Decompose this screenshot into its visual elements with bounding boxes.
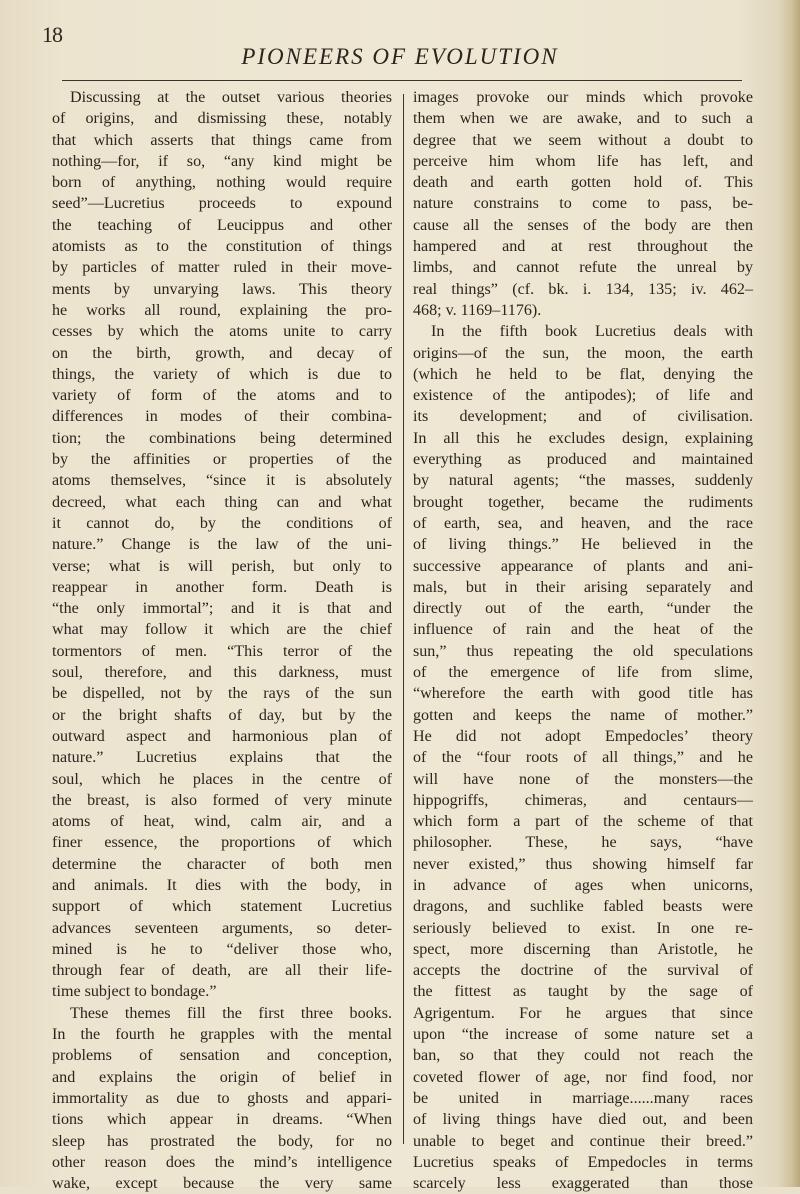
- text-line: problems of sensation and conception,: [52, 1047, 392, 1065]
- text-line: which form a part of the scheme of that: [413, 813, 753, 831]
- text-line: existence of the antipodes); of life and: [413, 387, 753, 405]
- text-line: mals, but in their arising separately and: [413, 578, 753, 596]
- text-line: In the fifth book Lucretius deals with: [431, 323, 753, 341]
- text-line: on the birth, growth, and decay of: [52, 344, 392, 362]
- text-line: be dispelled, not by the rays of the sun: [52, 685, 392, 703]
- page-number: 18: [42, 22, 62, 47]
- text-line: tions which appear in dreams. “When: [52, 1111, 392, 1129]
- text-line: them when we are awake, and to such a: [413, 110, 753, 128]
- text-line: of living things have died out, and been: [413, 1111, 753, 1129]
- left-column: [52, 87, 392, 1194]
- text-line: sun,” thus repeating the old speculations: [413, 642, 753, 660]
- text-line: determine the character of both men: [52, 855, 392, 873]
- text-line: of living things.” He believed in the: [413, 536, 753, 554]
- text-line: successive appearance of plants and ani-: [413, 557, 753, 575]
- text-line: nature constrains to come to pass, be-: [413, 195, 753, 213]
- text-line: by natural agents; “the masses, suddenly: [413, 472, 753, 490]
- text-line: perceive him whom life has left, and: [413, 152, 753, 170]
- text-line: in advance of ages when unicorns,: [413, 876, 753, 894]
- text-line: of origins, and dismissing these, notably: [52, 110, 392, 128]
- text-line: images provoke our minds which provoke: [413, 89, 753, 106]
- text-line: and explains the origin of belief in: [52, 1068, 392, 1086]
- text-line: nature.” Change is the law of the uni-: [52, 536, 392, 554]
- text-line: variety of form of the atoms and to: [52, 387, 392, 405]
- text-line: everything as produced and maintained: [413, 451, 753, 469]
- text-line: or the bright shafts of day, but by the: [52, 706, 392, 724]
- text-line: Lucretius speaks of Empedocles in terms: [413, 1153, 753, 1171]
- text-line: of earth, sea, and heaven, and the race: [413, 514, 753, 532]
- text-line: born of anything, nothing would require: [52, 174, 392, 192]
- text-line: unable to beget and continue their breed.”: [413, 1132, 753, 1150]
- text-line: ban, so that they could not reach the: [413, 1047, 753, 1065]
- text-line: In all this he excludes design, explaining: [413, 429, 753, 447]
- text-line: he works all round, explaining the pro-: [52, 301, 392, 319]
- text-line: tormentors of men. “This terror of the: [52, 642, 392, 660]
- header-rule: [62, 80, 742, 81]
- text-line: atoms themselves, “since it is absolutely: [52, 472, 392, 490]
- text-line: other reason does the mind’s intelligence: [52, 1153, 392, 1171]
- text-line: upon “the increase of some nature set a: [413, 1026, 753, 1044]
- page-edge-shadow: [778, 0, 800, 1187]
- text-line: These themes fill the first three books.: [70, 1004, 392, 1022]
- text-line: soul, therefore, and this darkness, must: [52, 664, 392, 682]
- text-line: what may follow it which are the chief: [52, 621, 392, 639]
- text-line: directly out of the earth, “under the: [413, 600, 753, 618]
- text-line: nature.” Lucretius explains that the: [52, 749, 392, 767]
- text-line: atomists as to the constitution of things: [52, 238, 392, 256]
- text-line: through fear of death, are all their life-: [52, 962, 392, 980]
- text-line: will have none of the monsters—the: [413, 770, 753, 788]
- text-line: outward aspect and harmonious plan of: [52, 727, 392, 745]
- text-line: support of which statement Lucretius: [52, 898, 392, 916]
- text-line: accepts the doctrine of the survival of: [413, 962, 753, 980]
- text-line: death and earth gotten hold of. This: [413, 174, 753, 192]
- text-line: Agrigentum. For he argues that since: [413, 1004, 753, 1022]
- text-line: the teaching of Leucippus and other: [52, 216, 392, 234]
- text-line: things, the variety of which is due to: [52, 365, 392, 383]
- text-line: “the only immortal”; and it is that and: [52, 600, 392, 618]
- text-line: wake, except because the very same: [52, 1175, 392, 1193]
- text-line: degree that we seem without a doubt to: [413, 131, 753, 149]
- text-line: real things” (cf. bk. i. 134, 135; iv. 462–: [413, 280, 753, 298]
- text-line: verse; what is will perish, but only to: [52, 557, 392, 575]
- right-column: [413, 87, 753, 1194]
- text-line: Discussing at the outset various theories: [70, 89, 392, 106]
- text-line: influence of rain and the heat of the: [413, 621, 753, 639]
- text-line: limbs, and cannot refute the unreal by: [413, 259, 753, 277]
- text-line: the fittest as taught by the sage of: [413, 983, 753, 1001]
- text-line: dragons, and suchlike fabled beasts were: [413, 898, 753, 916]
- text-line: time subject to bondage.”: [52, 983, 217, 1001]
- text-line: hippogriffs, chimeras, and centaurs—: [413, 791, 753, 809]
- text-line: that which asserts that things came from: [52, 131, 392, 149]
- text-line: it cannot do, by the conditions of: [52, 514, 392, 532]
- text-line: He did not adopt Empedocles’ theory: [413, 727, 753, 745]
- text-line: cesses by which the atoms unite to carry: [52, 323, 392, 341]
- text-line: finer essence, the proportions of which: [52, 834, 392, 852]
- text-line: nothing—for, if so, “any kind might be: [52, 152, 392, 170]
- column-rule: [403, 94, 404, 1144]
- text-line: coveted flower of age, nor find food, nor: [413, 1068, 753, 1086]
- text-line: decreed, what each thing can and what: [52, 493, 392, 511]
- text-line: gotten and keeps the name of mother.”: [413, 706, 753, 724]
- text-line: mined is he to “deliver those who,: [52, 940, 392, 958]
- text-line: 468; v. 1169–1176).: [413, 301, 542, 319]
- text-line: (which he held to be flat, denying the: [413, 365, 753, 383]
- text-line: and animals. It dies with the body, in: [52, 876, 392, 894]
- text-line: of the emergence of life from slime,: [413, 664, 753, 682]
- text-line: scarcely less exaggerated than those: [413, 1175, 753, 1193]
- text-line: ments by unvarying laws. This theory: [52, 280, 392, 298]
- text-line: cause all the senses of the body are then: [413, 216, 753, 234]
- text-line: the breast, is also formed of very minute: [52, 791, 392, 809]
- text-line: seed”—Lucretius proceeds to expound: [52, 195, 392, 213]
- text-line: atoms of heat, wind, calm air, and a: [52, 813, 392, 831]
- text-line: origins—of the sun, the moon, the earth: [413, 344, 753, 362]
- text-line: never existed,” thus showing himself far: [413, 855, 753, 873]
- text-line: tion; the combinations being determined: [52, 429, 392, 447]
- text-line: hampered and at rest throughout the: [413, 238, 753, 256]
- text-line: be united in marriage......many races: [413, 1089, 753, 1107]
- text-line: seriously believed to exist. In one re-: [413, 919, 753, 937]
- text-line: spect, more discerning than Aristotle, he: [413, 940, 753, 958]
- text-line: brought together, became the rudiments: [413, 493, 753, 511]
- text-line: “wherefore the earth with good title has: [413, 685, 753, 703]
- text-line: philosopher. These, he says, “have: [413, 834, 753, 852]
- text-line: immortality as due to ghosts and appari-: [52, 1089, 392, 1107]
- text-line: its development; and of civilisation.: [413, 408, 753, 426]
- text-line: differences in modes of their combina-: [52, 408, 392, 426]
- text-line: advances seventeen arguments, so deter-: [52, 919, 392, 937]
- text-line: In the fourth he grapples with the mental: [52, 1026, 392, 1044]
- text-line: soul, which he places in the centre of: [52, 770, 392, 788]
- text-line: by the affinities or properties of the: [52, 451, 392, 469]
- text-line: of the “four roots of all things,” and he: [413, 749, 753, 767]
- text-line: reappear in another form. Death is: [52, 578, 392, 596]
- text-line: sleep has prostrated the body, for no: [52, 1132, 392, 1150]
- text-line: by particles of matter ruled in their move-: [52, 259, 392, 277]
- running-head: PIONEERS OF EVOLUTION: [241, 44, 559, 69]
